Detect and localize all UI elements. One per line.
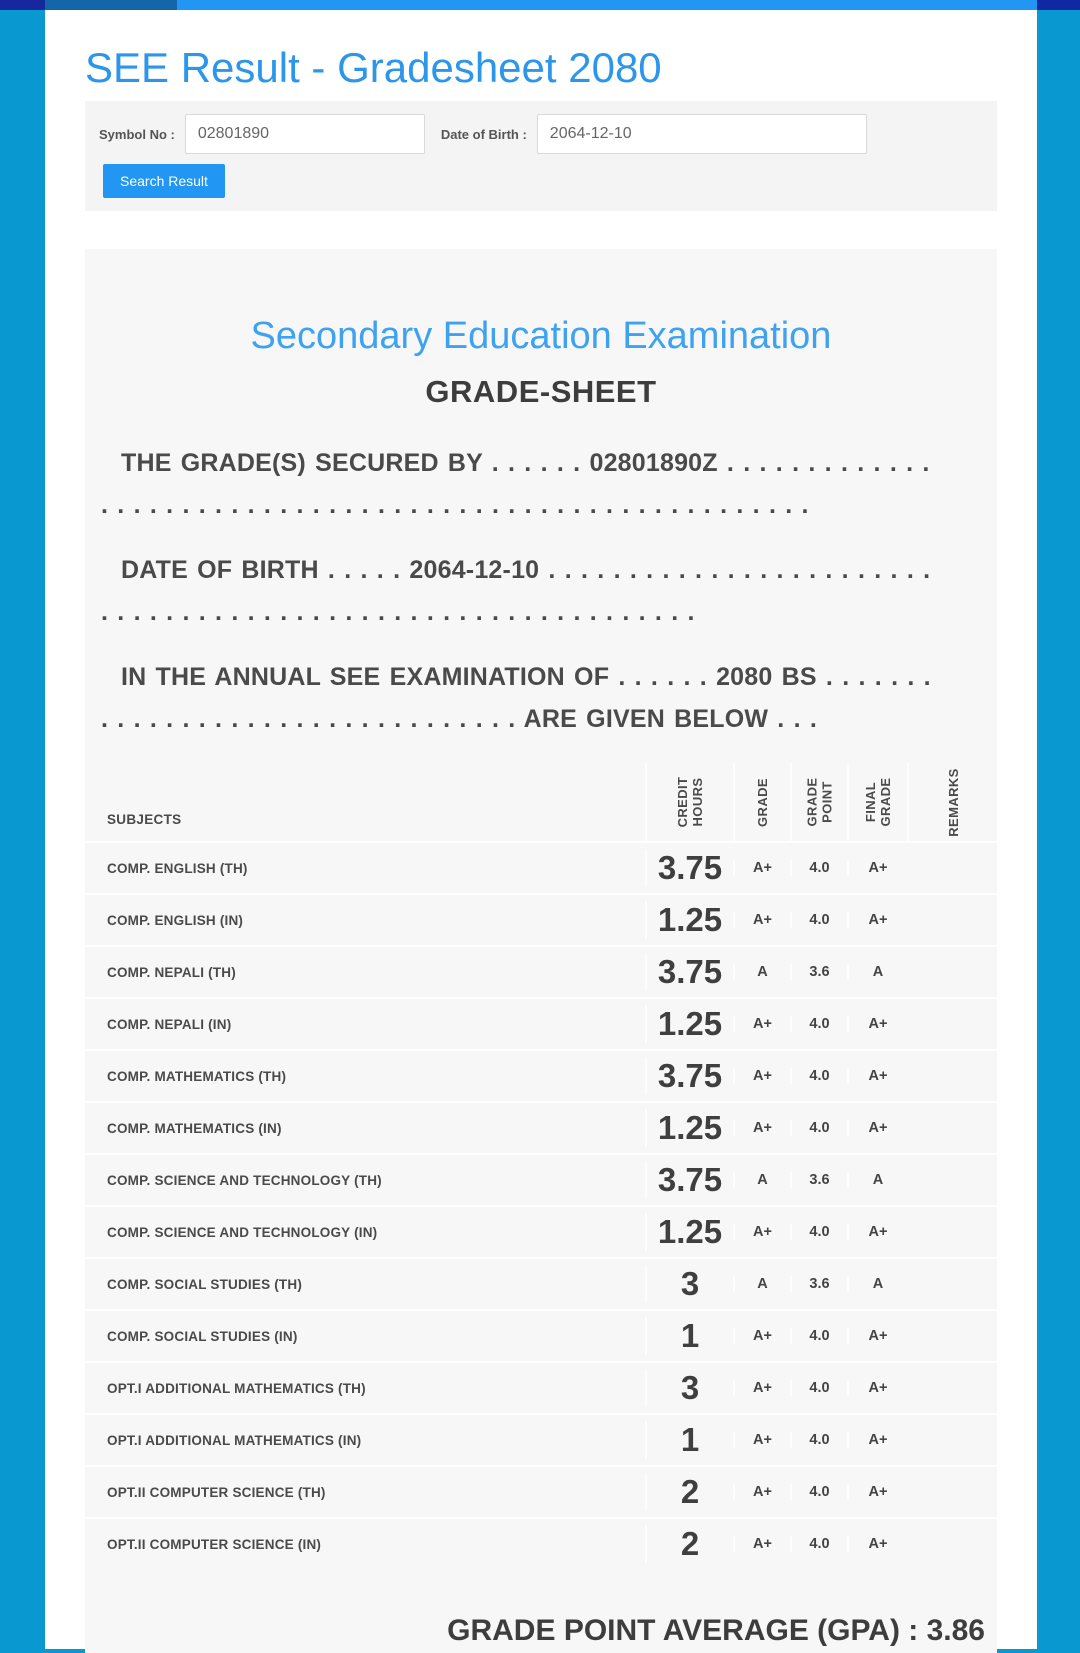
grade-point-cell: 4.0 [790,1068,847,1084]
table-row [85,893,997,945]
final-grade-cell: A+ [847,1328,907,1344]
column-header-grade [733,763,790,841]
credit-hours-cell: 1.25 [645,1213,733,1251]
table-row [85,1361,997,1413]
date-of-birth-input[interactable] [537,114,867,154]
subject-cell: OPT.II COMPUTER SCIENCE (TH) [107,1484,326,1500]
final-grade-cell: A [847,964,907,980]
grade-point-header-label: GRADE POINT [804,777,835,827]
grade-point-cell: 3.6 [790,1276,847,1292]
topbar-segment-steel-blue [45,0,177,10]
subject-cell: COMP. SCIENCE AND TECHNOLOGY (TH) [107,1172,382,1188]
subject-cell: OPT.II COMPUTER SCIENCE (IN) [107,1536,322,1552]
table-row [85,945,997,997]
exam-year-line: IN THE ANNUAL SEE EXAMINATION OF . . . . . . 2080 BS . . . . . . . . . . . . . . . . . . . . . . . . . . . . . . . . . ARE GIVEN BELOW . . . [101,663,931,733]
grade-point-cell: 4.0 [790,1328,847,1344]
gradesheet-statements [85,442,997,740]
column-header-final-grade [847,763,907,841]
grade-point-cell: 4.0 [790,860,847,876]
grade-cell: A+ [733,1380,790,1396]
credit-hours-cell: 3 [645,1369,733,1407]
column-header-grade-point [790,763,847,841]
topbar-segment-bright-blue [177,0,1037,10]
grade-cell: A+ [733,860,790,876]
grade-point-cell: 4.0 [790,1380,847,1396]
grade-cell: A+ [733,1328,790,1344]
grade-cell: A+ [733,1224,790,1240]
credit-hours-cell: 2 [645,1525,733,1563]
grade-point-cell: 4.0 [790,912,847,928]
content-page [45,10,1037,1649]
subjects-table [85,763,997,1569]
gradesheet-card [85,249,997,1653]
search-panel [85,101,997,211]
credit-hours-cell: 3 [645,1265,733,1303]
grade-point-cell: 3.6 [790,964,847,980]
gradesheet-subheading: GRADE-SHEET [425,374,657,409]
subject-cell: COMP. MATHEMATICS (IN) [107,1120,282,1136]
grade-cell: A [733,1172,790,1188]
table-row [85,841,997,893]
gpa-summary: GRADE POINT AVERAGE (GPA) : 3.86 [447,1614,985,1647]
subject-cell: COMP. NEPALI (IN) [107,1016,232,1032]
subjects-table-body [85,841,997,1569]
topbar-segment-navy-right [1037,0,1080,10]
final-grade-cell: A+ [847,1224,907,1240]
subject-cell: OPT.I ADDITIONAL MATHEMATICS (TH) [107,1380,366,1396]
subject-cell: COMP. NEPALI (TH) [107,964,236,980]
symbol-no-input[interactable] [185,114,425,154]
column-header-remarks [907,763,997,841]
final-grade-cell: A [847,1172,907,1188]
final-grade-header-label: FINAL GRADE [863,777,893,827]
search-form-row [99,114,983,154]
final-grade-cell: A+ [847,860,907,876]
table-row [85,1517,997,1569]
table-row [85,1413,997,1465]
credit-hours-cell: 3.75 [645,1161,733,1199]
credit-hours-cell: 1.25 [645,1109,733,1147]
subject-cell: COMP. SOCIAL STUDIES (TH) [107,1276,303,1292]
remarks-header-label: REMARKS [945,767,961,837]
grade-cell: A+ [733,1484,790,1500]
table-row [85,1309,997,1361]
table-row [85,997,997,1049]
credit-hours-cell: 1.25 [645,1005,733,1043]
subject-cell: COMP. ENGLISH (IN) [107,912,244,928]
table-row [85,1257,997,1309]
table-row [85,1205,997,1257]
grade-cell: A+ [733,1120,790,1136]
date-of-birth-line: DATE OF BIRTH . . . . . 2064-12-10 . . . . . . . . . . . . . . . . . . . . . . . . . . . . . . . . . . . . . . . . . . . . . . . . . . . . . . . . . . . . . [101,556,931,626]
column-header-subjects [85,763,645,841]
grade-point-cell: 4.0 [790,1484,847,1500]
grade-cell: A+ [733,1432,790,1448]
grade-point-cell: 4.0 [790,1432,847,1448]
search-result-button[interactable]: Search Result [103,164,225,198]
final-grade-cell: A+ [847,1068,907,1084]
grade-cell: A+ [733,1068,790,1084]
grade-cell: A+ [733,1016,790,1032]
table-row [85,1101,997,1153]
column-header-credit-hours [645,763,733,841]
credit-hours-cell: 3.75 [645,849,733,887]
grade-header-label: GRADE [754,777,770,827]
table-row [85,1465,997,1517]
final-grade-cell: A+ [847,1484,907,1500]
page-title: SEE Result - Gradesheet 2080 [85,44,662,91]
subject-cell: COMP. ENGLISH (TH) [107,860,248,876]
grade-cell: A [733,1276,790,1292]
date-of-birth-label: Date of Birth : [440,126,527,142]
credit-hours-cell: 2 [645,1473,733,1511]
symbol-no-label: Symbol No : [99,126,175,142]
grade-point-cell: 4.0 [790,1224,847,1240]
final-grade-cell: A+ [847,1120,907,1136]
subject-cell: COMP. SOCIAL STUDIES (IN) [107,1328,298,1344]
final-grade-cell: A+ [847,1016,907,1032]
grade-cell: A+ [733,912,790,928]
subject-cell: COMP. SCIENCE AND TECHNOLOGY (IN) [107,1224,378,1240]
table-header-row [85,763,997,841]
final-grade-cell: A+ [847,1536,907,1552]
table-row [85,1049,997,1101]
credit-hours-header-label: CREDIT HOURS [675,776,705,828]
subject-cell: COMP. MATHEMATICS (TH) [107,1068,287,1084]
credit-hours-cell: 1 [645,1317,733,1355]
credit-hours-cell: 1.25 [645,901,733,939]
final-grade-cell: A+ [847,912,907,928]
grade-point-cell: 4.0 [790,1016,847,1032]
subject-cell: OPT.I ADDITIONAL MATHEMATICS (IN) [107,1432,362,1448]
gradesheet-heading: Secondary Education Examination [250,315,832,357]
grade-point-cell: 4.0 [790,1120,847,1136]
grade-cell: A [733,964,790,980]
grade-point-cell: 3.6 [790,1172,847,1188]
top-progress-bar [0,0,1080,10]
credit-hours-cell: 3.75 [645,953,733,991]
secured-by-line: THE GRADE(S) SECURED BY . . . . . . 02801890Z . . . . . . . . . . . . . . . . . . . . . . . . . . . . . . . . . . . . . . . . . . . . . . . . . . . . . . . . . [101,449,930,519]
table-row [85,1153,997,1205]
credit-hours-cell: 1 [645,1421,733,1459]
subjects-header-label: SUBJECTS [107,812,182,827]
grade-point-cell: 4.0 [790,1536,847,1552]
credit-hours-cell: 3.75 [645,1057,733,1095]
final-grade-cell: A+ [847,1380,907,1396]
final-grade-cell: A [847,1276,907,1292]
topbar-segment-navy-left [0,0,45,10]
grade-cell: A+ [733,1536,790,1552]
final-grade-cell: A+ [847,1432,907,1448]
